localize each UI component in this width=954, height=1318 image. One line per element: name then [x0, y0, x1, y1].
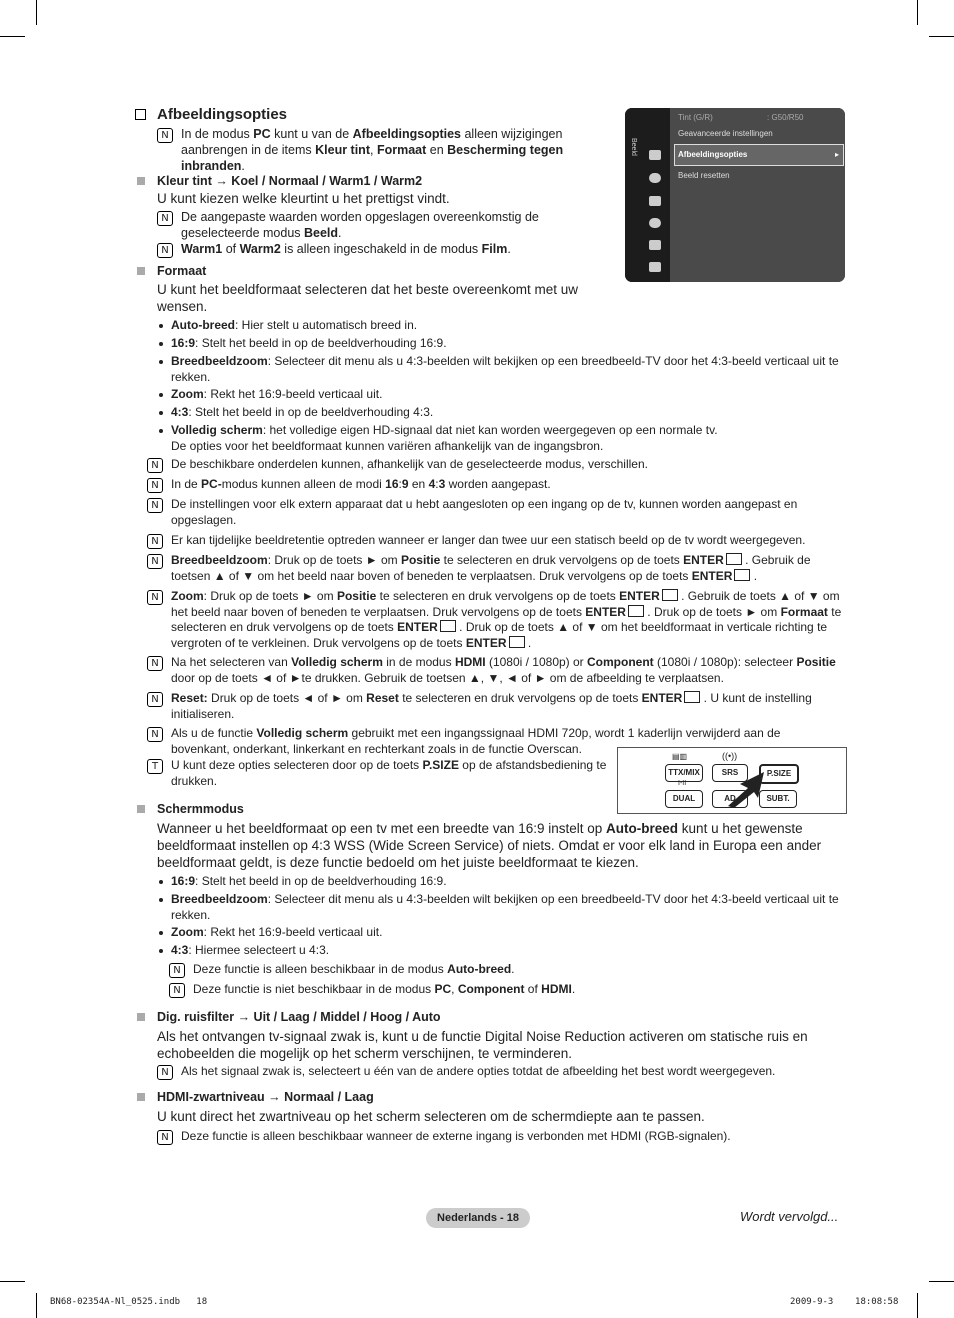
ruisfilter-heading: Dig. ruisfilter → Uit / Laag / Middel / Hoog / Auto: [157, 1010, 441, 1024]
menu-side-label: Beeld: [630, 138, 637, 156]
crop-mark: [917, 1293, 918, 1318]
enter-icon: [440, 620, 456, 632]
srs-sound-icon: ((•)): [722, 751, 738, 761]
note-icon: N: [147, 458, 163, 473]
ruisfilter-desc: Als het ontvangen tv-signaal zwak is, kunt u de functie Digital Noise Reduction activeren om statische ruis en echobeelden die mogelijk op het scherm verschijnen, te verminderen.: [157, 1029, 808, 1061]
kleur-tint-note1: De aangepaste waarden worden opgeslagen overeenkomstig de geselecteerde modus Beeld.: [181, 210, 539, 240]
note-icon: N: [169, 963, 185, 978]
menu-row-tint-value: : G50/R50: [767, 113, 804, 122]
note-icon: N: [147, 498, 163, 513]
crop-mark: [36, 0, 37, 25]
hdmi-note1: Deze functie is alleen beschikbaar wanneer de externe ingang is verbonden met HDMI (RGB-signalen).: [181, 1129, 731, 1143]
ruisfilter-note1: Als het signaal zwak is, selecteert u één van de andere opties totdat de afbeelding het best wordt weergegeven.: [181, 1064, 776, 1078]
square-bullet-icon: [137, 267, 145, 275]
formaat-bullets: Auto-breed: Hier stelt u automatisch breed in. 16:9: Stelt het beeld in op de beeldverhouding 16:9. Breedbeeldzoom: Selecteer dit menu als u 4:3-beelden wilt bekijken op een breedbeeld-TV door het 4:3-beeld verticaal uit te rekken. Zoom: Rekt het 16:9-beeld verticaal uit. 4:3: Stelt het beeld in op de beeldverhouding 4:3. Volledig scherm: het volledige eigen HD-signaal dat niet kan worden weergegeven op een normale tv. De opties voor het beeldformaat kunnen variëren afhankelijk van de ingangsbron.: [157, 318, 847, 455]
enter-icon: [734, 569, 750, 581]
schermmodus-heading: Schermmodus: [157, 802, 244, 816]
note-icon: N: [147, 656, 163, 671]
print-date: 2009-9-3 18:08:58: [790, 1297, 899, 1307]
square-bullet-icon: [137, 1093, 145, 1101]
note-icon: N: [157, 128, 173, 143]
remote-illustration: [617, 747, 847, 814]
formaat-note6: Zoom: Druk op de toets ► om Positie te selecteren en druk vervolgens op de toets ENTER . Gebruik de toets ▲ of ▼ om het beeld naar boven of beneden te verplaatsen. Druk vervolgens op de toets ENTER . Druk op de toets ► om Formaat te selecteren en druk vervolgens op de toets ENTER . Druk op de toets ▲ of ▼ om het beeldformaat in verticale richting te vergroten of te verkleinen. Druk vervolgens op de toets ENTER .: [171, 589, 842, 650]
crop-mark: [0, 1281, 25, 1282]
channel-icon: [649, 196, 661, 206]
menu-row-advanced: Geavanceerde instellingen: [678, 129, 773, 138]
support-icon: [649, 262, 661, 272]
menu-row-tint-label: Tint (G/R): [678, 113, 713, 122]
enter-icon: [684, 691, 700, 703]
kleur-tint-heading: Kleur tint → Koel / Normaal / Warm1 / Warm2: [157, 174, 423, 188]
schermmodus-desc: Wanneer u het beeldformaat op een tv met een breedte van 16:9 instelt op Auto-breed kunt u het gewenste beeldformaat instellen op 4:3 WSS (Wide Screen Service) of niets. Omdat er voor elk land in Europa een ander beeldformaat geldt, is deze functie bedoeld om het juiste beeldformaat te kiezen.: [157, 821, 822, 870]
crop-mark: [929, 1281, 954, 1282]
note-icon: N: [157, 211, 173, 226]
note-icon: N: [147, 727, 163, 742]
ttx-mix-button: TTX/MIX: [665, 764, 703, 782]
note-icon: N: [157, 1130, 173, 1145]
hdmi-desc: U kunt direct het zwartniveau op het scherm selecteren om de schermdiepte aan te passen.: [157, 1109, 705, 1124]
menu-row-picture-options: Afbeeldingsopties: [678, 150, 748, 159]
enter-icon: [662, 589, 678, 601]
note-icon: N: [157, 1065, 173, 1080]
menu-sidebar: [625, 108, 670, 282]
tv-menu-screenshot: [625, 108, 845, 282]
square-bullet-icon: [137, 805, 145, 813]
section-title: Afbeeldingsopties: [157, 106, 288, 123]
note-icon: N: [147, 590, 163, 605]
checkbox-icon: [135, 109, 146, 120]
page-number-badge: Nederlands - 18: [426, 1208, 530, 1228]
intro-note: In de modus PC kunt u van de Afbeeldingsopties alleen wijzigingen aanbrengen in de items Kleur tint, Formaat en Bescherming tegen inbranden.: [181, 127, 564, 173]
remote-note-icon: T: [147, 759, 163, 774]
dual-button: DUAL: [665, 790, 703, 808]
pointer-hand-icon: [718, 770, 768, 808]
note-icon: N: [147, 554, 163, 569]
formaat-note5: Breedbeeldzoom: Druk op de toets ► om Positie te selecteren en druk vervolgens op de toets ENTER . Gebruik de toetsen ▲ of ▼ om het beeld naar boven of beneden te verplaatsen. Druk vervolgens op de toets ENTER .: [171, 553, 811, 583]
note-icon: N: [147, 692, 163, 707]
square-bullet-icon: [137, 1013, 145, 1021]
formaat-note10: U kunt deze opties selecteren door op de toets P.SIZE op de afstandsbediening te drukken.: [171, 758, 607, 788]
formaat-desc: U kunt het beeldformaat selecteren dat het beste overeenkomt met uw wensen.: [157, 282, 578, 314]
formaat-note9: Als u de functie Volledig scherm gebruikt met een ingangssignaal HDMI 720p, wordt 1 kaderlijn verwijderd aan de bovenkant, onderkant, linkerkant en rechterkant zoals in de functie Overscan.: [171, 726, 781, 756]
teletext-icon: ▤▥: [672, 752, 688, 761]
formaat-note8: Reset: Druk op de toets ◄ of ► om Reset te selecteren en druk vervolgens op de toets ENTER . U kunt de instelling initialiseren.: [171, 691, 812, 721]
schermmodus-bullets: 16:9: Stelt het beeld in op de beeldverhouding 16:9. Breedbeeldzoom: Selecteer dit menu als u 4:3-beelden wilt bekijken op een breedbeeld-TV door het 4:3-beeld verticaal uit te rekken. Zoom: Rekt het 16:9-beeld verticaal uit. 4:3: Hiermee selecteert u 4:3.: [157, 874, 847, 961]
note-icon: N: [169, 983, 185, 998]
formaat-note2: In de PC-modus kunnen alleen de modi 16:9 en 4:3 worden aangepast.: [171, 477, 551, 491]
setup-icon: [649, 218, 661, 228]
schermmodus-note2: Deze functie is niet beschikbaar in de modus PC, Component of HDMI.: [193, 982, 576, 996]
formaat-note7: Na het selecteren van Volledig scherm in de modus HDMI (1080i / 1080p) or Component (1080i / 1080p): selecteer Positie door op de toets ◄ of ►te drukken. Gebruik de toetsen ▲, ▼, ◄ of ► om de afbeelding te verplaatsen.: [171, 655, 836, 685]
ad-button: AD: [712, 790, 748, 808]
note-icon: N: [147, 534, 163, 549]
continued-label: Wordt vervolgd...: [740, 1209, 839, 1224]
crop-mark: [917, 0, 918, 25]
schermmodus-note1: Deze functie is alleen beschikbaar in de modus Auto-breed.: [193, 962, 515, 976]
hdmi-heading: HDMI-zwartniveau → Normaal / Laag: [157, 1090, 374, 1104]
chevron-right-icon: ▸: [835, 150, 840, 159]
menu-row-reset: Beeld resetten: [678, 171, 730, 180]
square-bullet-icon: [137, 177, 145, 185]
crop-mark: [0, 36, 25, 37]
input-icon: [649, 240, 661, 250]
kleur-tint-desc: U kunt kiezen welke kleurtint u het prettigst vindt.: [157, 191, 450, 206]
enter-icon: [509, 636, 525, 648]
crop-mark: [36, 1293, 37, 1318]
subt-button: SUBT.: [759, 790, 797, 808]
file-info: BN68-02354A-Nl_0525.indb 18: [50, 1297, 208, 1307]
enter-icon: [628, 605, 644, 617]
crop-mark: [929, 36, 954, 37]
enter-icon: [726, 553, 742, 565]
kleur-tint-note2: Warm1 of Warm2 is alleen ingeschakeld in de modus Film.: [181, 242, 511, 256]
formaat-note3: De instellingen voor elk extern apparaat dat u hebt aangesloten op een ingang op de tv, kunnen worden aangepast en opgeslagen.: [171, 497, 798, 527]
i-ii-label: I-II: [678, 780, 687, 787]
formaat-heading: Formaat: [157, 264, 207, 278]
note-icon: N: [157, 243, 173, 258]
picture-icon: [649, 150, 661, 160]
formaat-note1: De beschikbare onderdelen kunnen, afhankelijk van de geselecteerde modus, verschillen.: [171, 457, 648, 471]
sound-icon: [649, 173, 661, 183]
formaat-note4: Er kan tijdelijke beeldretentie optreden wanneer er langer dan twee uur een statisch beeld op de tv wordt weergegeven.: [171, 533, 806, 547]
note-icon: N: [147, 478, 163, 493]
srs-button: SRS: [712, 764, 748, 782]
p-size-button: P.SIZE: [759, 764, 799, 784]
